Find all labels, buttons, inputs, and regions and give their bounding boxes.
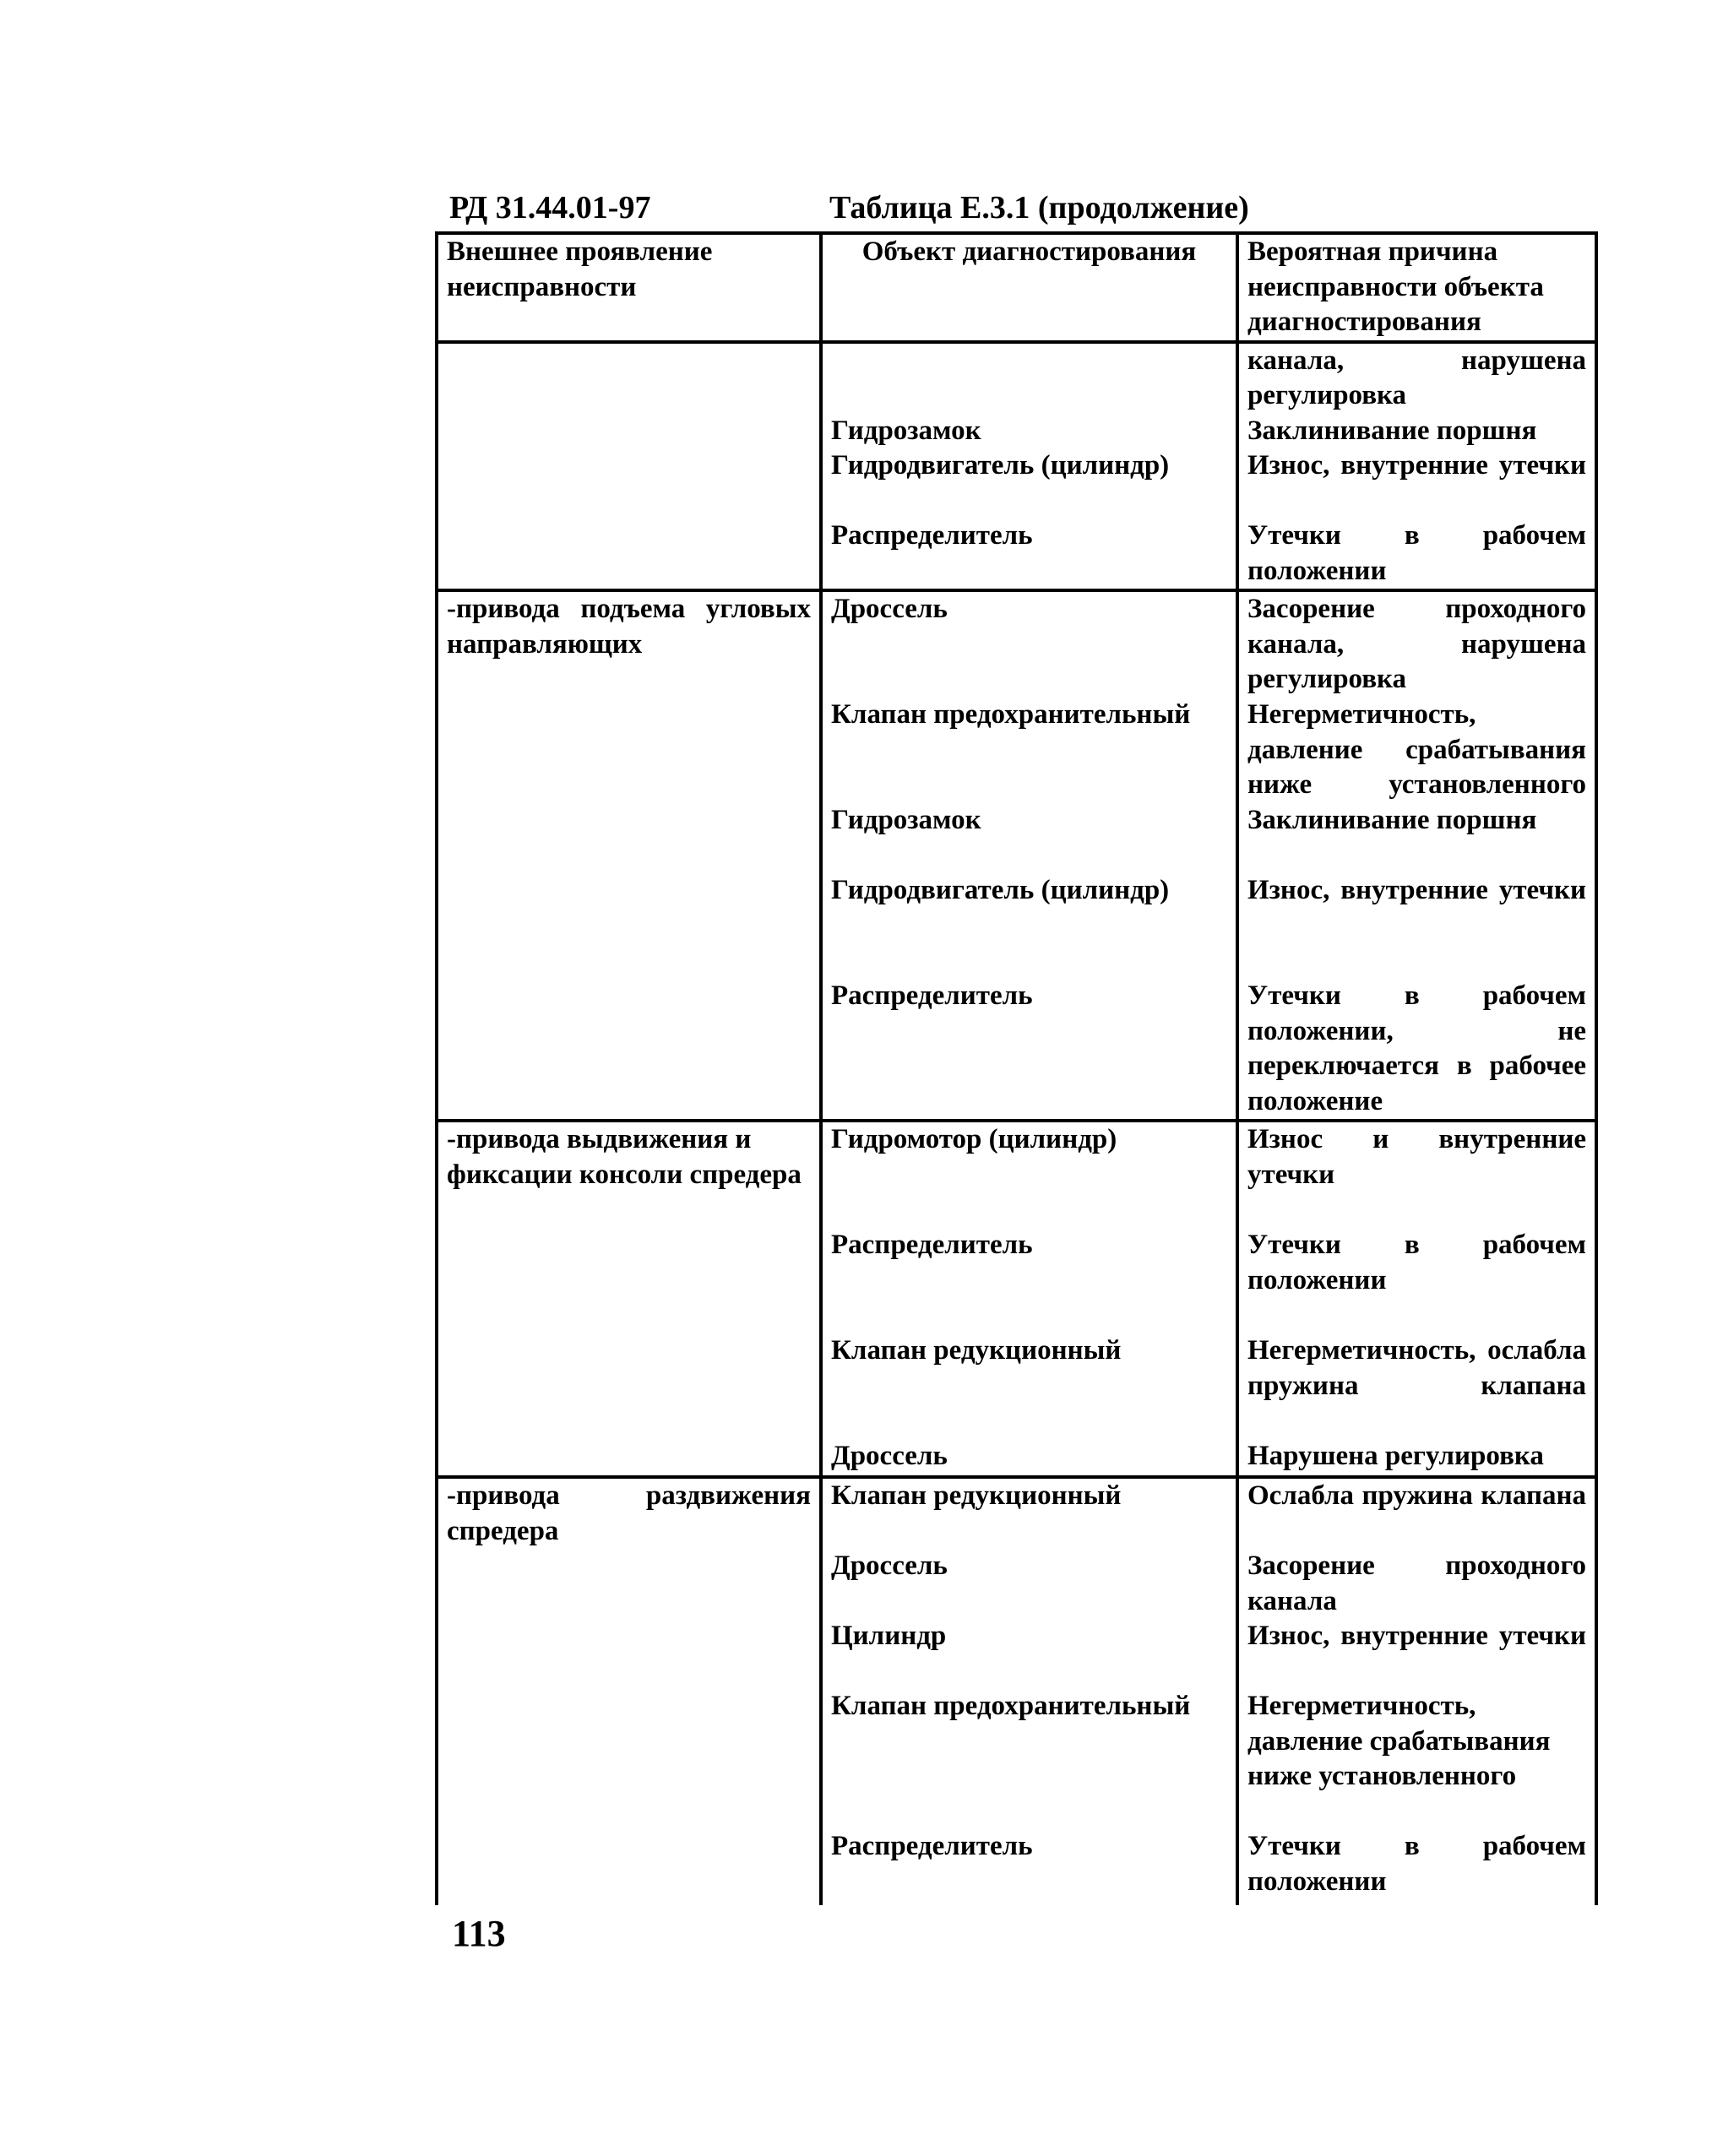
object-entry: Распределитель [831,520,1033,551]
manifestation-cell: -привода подъема угловых направляющих [437,590,821,1121]
cause-entry: Износ, внутренние утечки [1247,875,1586,905]
column-header-manifestation: Внешнее проявление неисправности [437,233,821,342]
cause-entry: Износ, внутренние утечки [1247,450,1586,481]
cause-entry: Засорение проходного канала [1247,1550,1586,1616]
cause-entry: Ослабла пружина клапана [1247,1480,1586,1511]
table-row [437,1477,1596,1905]
diagnostics-table [435,231,1598,1905]
cause-entry: Заклинивание поршня [1247,415,1537,446]
object-entry: Распределитель [831,1230,1033,1260]
object-cell [821,342,1237,591]
object-entry: Гидрозамок [831,415,981,446]
object-entry: Дроссель [831,594,948,624]
object-entry: Гидромотор (цилиндр) [831,1124,1117,1154]
page-number: 113 [452,1913,506,1954]
cause-entry: Нарушена регулировка [1247,1441,1544,1471]
object-entry: Распределитель [831,980,1033,1011]
cause-cell [1237,1121,1596,1477]
cause-entry: Негерметичность, давление срабатывания ниже установленного [1247,699,1586,800]
cause-entry: Износ, внутренние утечки [1247,1621,1586,1651]
column-header-cause: Вероятная причина неисправности объекта диагностирования [1237,233,1596,342]
table-row [437,590,1596,1121]
object-entry: Гидродвигатель (цилиндр) [831,875,1170,905]
object-cell [821,590,1237,1121]
cause-entry: канала, нарушена регулировка [1247,345,1586,410]
object-entry: Гидрозамок [831,805,981,835]
object-cell [821,1121,1237,1477]
document-code: РД 31.44.01-97 [449,190,651,225]
object-cell [821,1477,1237,1905]
object-entry: Клапан предохранительный [831,699,1191,730]
table-header-row [437,233,1596,342]
cause-entry: Утечки в рабочем положении [1247,1230,1586,1295]
cause-entry: Засорение проходного канала, нарушена регулировка [1247,594,1586,694]
cause-entry: Износ и внутренние утечки [1247,1124,1586,1190]
cause-cell [1237,1477,1596,1905]
cause-entry: Утечки в рабочем положении [1247,1831,1586,1897]
cause-cell [1237,590,1596,1121]
object-entry: Дроссель [831,1550,948,1581]
object-entry: Цилиндр [831,1621,947,1651]
cause-entry: Утечки в рабочем положении [1247,520,1586,586]
cause-entry: Негерметичность, ослабла пружина клапана [1247,1335,1586,1401]
cause-entry: Утечки в рабочем положении, не переключается в рабочее положение [1247,980,1586,1116]
object-entry: Распределитель [831,1831,1033,1861]
cause-cell [1237,342,1596,591]
object-entry: Клапан редукционный [831,1335,1122,1366]
cause-entry: Негерметичность, давление срабатывания ниже установленного [1247,1691,1551,1791]
table-caption: Таблица Е.3.1 (продолжение) [829,190,1249,225]
cause-entry: Заклинивание поршня [1247,805,1537,835]
manifestation-cell: -привода раздвижения спредера [437,1477,821,1905]
object-entry: Клапан предохранительный [831,1691,1191,1721]
object-entry: Дроссель [831,1441,948,1471]
manifestation-cell: -привода выдвижения и фиксации консоли спредера [437,1121,821,1477]
object-entry: Клапан редукционный [831,1480,1122,1511]
object-entry: Гидродвигатель (цилиндр) [831,450,1170,481]
table-row [437,1121,1596,1477]
object-entry [831,344,1227,414]
table-row [437,342,1596,591]
manifestation-cell [437,342,821,591]
column-header-object: Объект диагностирования [821,233,1237,342]
